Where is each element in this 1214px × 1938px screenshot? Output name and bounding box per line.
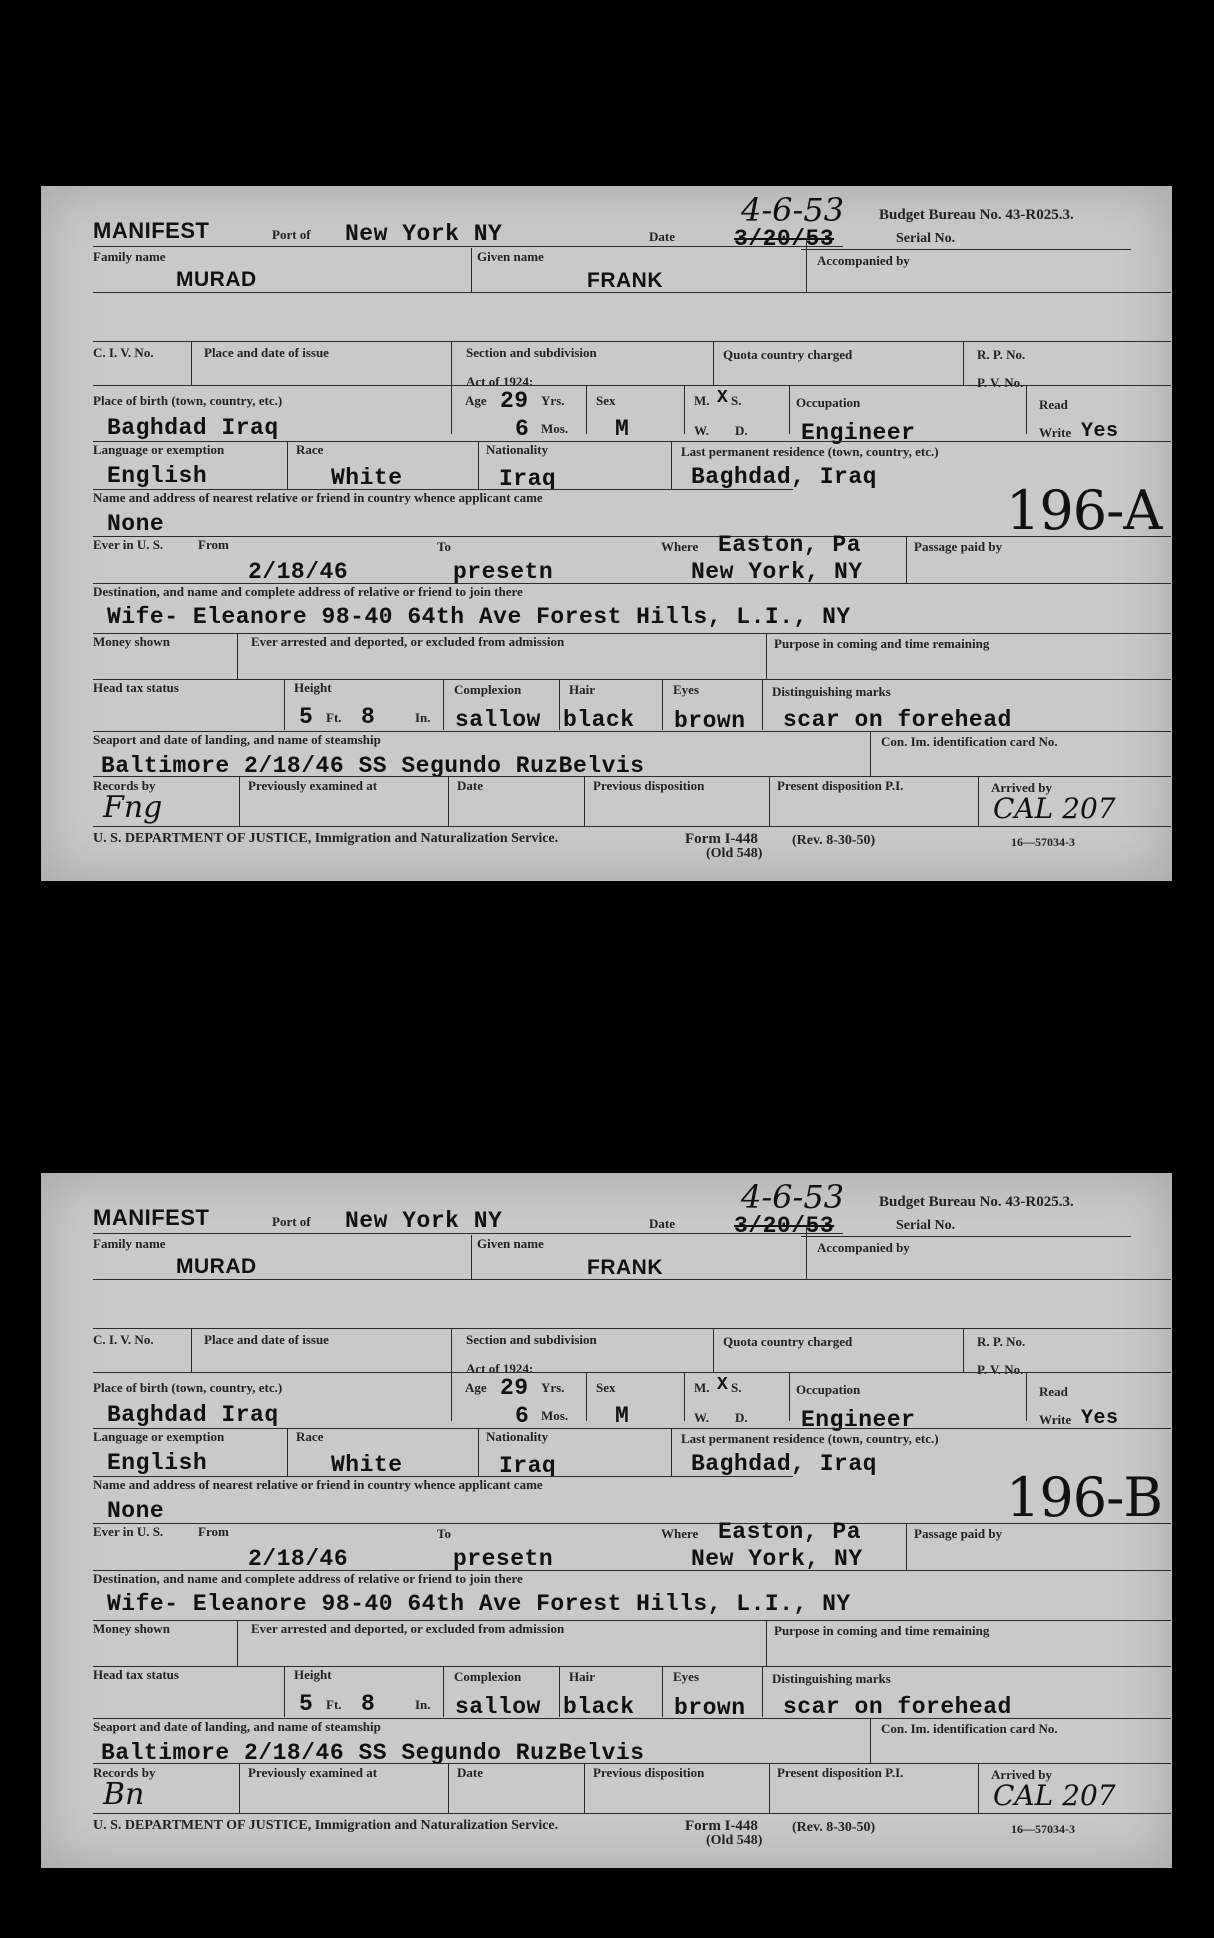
eyes-value: brown (674, 708, 746, 734)
birth-label: Place of birth (town, country, etc.) (93, 1380, 283, 1395)
marks-label: Distinguishing marks (772, 1671, 891, 1686)
form-rule-vertical (684, 1373, 685, 1421)
form-revision: (Rev. 8-30-50) (792, 1820, 876, 1835)
nationality-label: Nationality (486, 442, 549, 457)
hair-label: Hair (569, 1669, 595, 1684)
form-rule-vertical (662, 1667, 663, 1717)
headtax-label: Head tax status (93, 1667, 179, 1682)
budget-bureau-no: Budget Bureau No. 43-R025.3. (879, 207, 1074, 223)
form-number: Form I-448 (685, 1818, 758, 1834)
race-value: White (331, 1452, 403, 1478)
w-label: W. (694, 423, 710, 438)
where-label: Where (661, 539, 699, 554)
read-label: Read (1039, 397, 1068, 412)
marks-value: scar on forehead (783, 1694, 1012, 1720)
pv-no-label: P. V. No. (977, 375, 1024, 390)
form-rule-vertical (806, 238, 807, 292)
language-value: English (107, 463, 208, 489)
form-rule-vertical (769, 777, 770, 826)
hair-value: black (563, 1694, 635, 1720)
form-rule-vertical (870, 732, 871, 776)
form-rule-horizontal (93, 826, 1171, 827)
where-value-2: New York, NY (691, 1546, 863, 1572)
footer-department: U. S. DEPARTMENT OF JUSTICE, Immigration and Naturalization Service. (93, 1818, 559, 1833)
where-value-1: Easton, Pa (718, 1519, 862, 1545)
age-months: 6 (515, 1403, 530, 1429)
form-rule-vertical (684, 386, 685, 434)
rp-no-label: R. P. No. (977, 347, 1026, 362)
in-label: In. (415, 710, 431, 725)
form-rule-vertical (239, 1764, 240, 1813)
money-label: Money shown (93, 1621, 170, 1636)
occupation-value: Engineer (801, 1407, 916, 1433)
family-name-label: Family name (93, 1236, 166, 1251)
form-rule-horizontal (801, 1236, 1131, 1237)
prev-examined-label: Previously examined at (248, 778, 378, 793)
form-rule-horizontal (93, 292, 1171, 293)
birth-label: Place of birth (town, country, etc.) (93, 393, 283, 408)
form-rule-vertical (448, 1764, 449, 1813)
date-label: Date (649, 1216, 675, 1231)
last-residence-label: Last permanent residence (town, country, etc.) (681, 1431, 939, 1446)
serial-label: Serial No. (896, 231, 956, 246)
form-rule-vertical (559, 680, 560, 730)
form-rule-vertical (471, 248, 472, 292)
form-rule-vertical (586, 386, 587, 434)
language-label: Language or exemption (93, 442, 225, 457)
m-label: M. (694, 393, 710, 408)
date-typed: 3/20/53 (734, 226, 835, 252)
marks-label: Distinguishing marks (772, 684, 891, 699)
print-code: 16—57034-3 (1011, 835, 1075, 849)
form-rule-vertical (287, 1429, 288, 1477)
ft-label: Ft. (326, 710, 342, 725)
given-name-value: FRANK (587, 269, 663, 292)
to-value: presetn (453, 1546, 554, 1572)
passage-label: Passage paid by (914, 1526, 1003, 1541)
complexion-value: sallow (455, 707, 541, 733)
seaport-label: Seaport and date of landing, and name of steamship (93, 1719, 381, 1734)
accompanied-label: Accompanied by (817, 1240, 910, 1255)
height-label: Height (294, 680, 332, 695)
port-label: Port of (272, 1214, 311, 1229)
form-rule-vertical (906, 537, 907, 583)
form-rule-horizontal (93, 1233, 843, 1234)
birth-value: Baghdad Iraq (107, 415, 279, 441)
family-name-value: MURAD (176, 1255, 257, 1278)
form-rule-vertical (239, 777, 240, 826)
seaport-label: Seaport and date of landing, and name of steamship (93, 732, 381, 747)
section-label: Section and subdivision (466, 1332, 597, 1347)
hair-value: black (563, 707, 635, 733)
from-label: From (198, 537, 229, 552)
given-name-label: Given name (477, 249, 544, 264)
form-rule-vertical (963, 1329, 964, 1373)
form-rule-vertical (766, 1621, 767, 1666)
form-rule-horizontal (93, 1523, 1171, 1524)
relative-value: None (107, 511, 165, 537)
headtax-label: Head tax status (93, 680, 179, 695)
form-rule-vertical (191, 1329, 192, 1373)
read-write-value: Yes (1081, 1407, 1119, 1430)
where-value-1: Easton, Pa (718, 532, 862, 558)
in-label: In. (415, 1697, 431, 1712)
form-rule-vertical (478, 442, 479, 490)
eyes-value: brown (674, 1695, 746, 1721)
form-rule-vertical (789, 386, 790, 434)
form-number: Form I-448 (685, 831, 758, 847)
arrested-label: Ever arrested and deported, or excluded from admission (251, 1621, 565, 1636)
read-write-value: Yes (1081, 420, 1119, 443)
form-rule-vertical (448, 777, 449, 826)
form-rule-vertical (451, 386, 452, 434)
write-label: Write (1039, 425, 1072, 440)
height-ft: 5 (299, 1691, 314, 1717)
port-label: Port of (272, 227, 311, 242)
place-issue-label: Place and date of issue (204, 1332, 329, 1347)
rp-no-label: R. P. No. (977, 1334, 1026, 1349)
form-rule-vertical (963, 342, 964, 386)
yrs-label: Yrs. (541, 393, 565, 408)
race-label: Race (296, 442, 324, 457)
age-years: 29 (500, 388, 529, 414)
act-1924-label: Act of 1924: (466, 1361, 534, 1376)
form-rule-horizontal (93, 341, 1171, 342)
sex-label: Sex (596, 393, 616, 408)
date-2-label: Date (457, 778, 483, 793)
print-code: 16—57034-3 (1011, 1822, 1075, 1836)
form-rule-vertical (584, 777, 585, 826)
form-rule-vertical (713, 1329, 714, 1373)
form-rule-horizontal (93, 1813, 1171, 1814)
manifest-title: MANIFEST (93, 218, 210, 243)
sex-label: Sex (596, 1380, 616, 1395)
form-rule-vertical (762, 680, 763, 730)
prev-examined-label: Previously examined at (248, 1765, 378, 1780)
m-label: M. (694, 1380, 710, 1395)
destination-value: Wife- Eleanore 98-40 64th Ave Forest Hills, L.I., NY (107, 1591, 851, 1617)
s-label: S. (731, 1380, 742, 1395)
form-rule-vertical (443, 1667, 444, 1717)
from-label: From (198, 1524, 229, 1539)
where-value-2: New York, NY (691, 559, 863, 585)
form-rule-vertical (284, 680, 285, 730)
form-rule-horizontal (93, 679, 1171, 680)
family-name-label: Family name (93, 249, 166, 264)
mos-label: Mos. (541, 421, 569, 436)
form-rule-horizontal (93, 1428, 1171, 1429)
form-rule-horizontal (93, 1279, 1171, 1280)
records-label: Records by (93, 778, 156, 793)
language-label: Language or exemption (93, 1429, 225, 1444)
purpose-label: Purpose in coming and time remaining (774, 1623, 990, 1638)
height-in: 8 (361, 1691, 376, 1717)
language-value: English (107, 1450, 208, 1476)
yrs-label: Yrs. (541, 1380, 565, 1395)
from-date: 2/18/46 (248, 559, 349, 585)
complexion-value: sallow (455, 1694, 541, 1720)
s-label: S. (731, 393, 742, 408)
file-number: 196-B (1006, 1466, 1162, 1529)
serial-label: Serial No. (896, 1218, 956, 1233)
form-rule-vertical (671, 1429, 672, 1477)
ft-label: Ft. (326, 1697, 342, 1712)
form-old: (Old 548) (706, 846, 763, 861)
form-rule-vertical (762, 1667, 763, 1717)
form-rule-horizontal (93, 776, 1171, 777)
hair-label: Hair (569, 682, 595, 697)
prev-disposition-label: Previous disposition (593, 1765, 705, 1780)
form-rule-horizontal (93, 1372, 1171, 1373)
date-handwritten: 4-6-53 (741, 1178, 845, 1216)
civ-no-label: C. I. V. No. (93, 1332, 154, 1347)
form-rule-horizontal (93, 1666, 1171, 1667)
arrived-value: CAL 207 (993, 1779, 1116, 1812)
given-name-value: FRANK (587, 1256, 663, 1279)
form-rule-vertical (443, 680, 444, 730)
occupation-label: Occupation (796, 1382, 861, 1397)
form-rule-vertical (870, 1719, 871, 1763)
form-revision: (Rev. 8-30-50) (792, 833, 876, 848)
quota-label: Quota country charged (723, 1334, 853, 1349)
form-rule-horizontal (93, 246, 843, 247)
sex-value: M (615, 1403, 630, 1429)
form-rule-vertical (284, 1667, 285, 1717)
race-label: Race (296, 1429, 324, 1444)
nationality-value: Iraq (499, 466, 557, 492)
complexion-label: Complexion (454, 682, 522, 697)
to-label: To (437, 539, 451, 554)
occupation-value: Engineer (801, 420, 916, 446)
port-value: New York NY (345, 221, 503, 247)
form-rule-vertical (584, 1764, 585, 1813)
arrested-label: Ever arrested and deported, or excluded from admission (251, 634, 565, 649)
place-issue-label: Place and date of issue (204, 345, 329, 360)
last-residence-label: Last permanent residence (town, country, etc.) (681, 444, 939, 459)
form-rule-vertical (451, 1373, 452, 1421)
form-rule-vertical (978, 1764, 979, 1813)
arrived-value: CAL 207 (993, 792, 1116, 825)
form-rule-vertical (662, 680, 663, 730)
form-rule-vertical (191, 342, 192, 386)
birth-value: Baghdad Iraq (107, 1402, 279, 1428)
manifest-title: MANIFEST (93, 1205, 210, 1230)
form-rule-horizontal (801, 249, 1131, 250)
form-rule-vertical (1026, 386, 1027, 434)
family-name-value: MURAD (176, 268, 257, 291)
passage-label: Passage paid by (914, 539, 1003, 554)
form-rule-vertical (671, 442, 672, 490)
destination-value: Wife- Eleanore 98-40 64th Ave Forest Hills, L.I., NY (107, 604, 851, 630)
from-date: 2/18/46 (248, 1546, 349, 1572)
form-rule-vertical (1026, 1373, 1027, 1421)
section-label: Section and subdivision (466, 345, 597, 360)
present-disposition-label: Present disposition P.I. (777, 1765, 904, 1780)
date-typed: 3/20/53 (734, 1213, 835, 1239)
height-in: 8 (361, 704, 376, 730)
arrived-label: Arrived by (991, 1767, 1053, 1782)
conim-label: Con. Im. identification card No. (881, 1721, 1058, 1736)
ever-us-label: Ever in U. S. (93, 537, 164, 552)
money-label: Money shown (93, 634, 170, 649)
pv-no-label: P. V. No. (977, 1362, 1024, 1377)
civ-no-label: C. I. V. No. (93, 345, 154, 360)
form-rule-vertical (906, 1524, 907, 1570)
form-rule-vertical (586, 1373, 587, 1421)
where-label: Where (661, 1526, 699, 1541)
form-old: (Old 548) (706, 1833, 763, 1848)
ever-us-label: Ever in U. S. (93, 1524, 164, 1539)
form-rule-vertical (478, 1429, 479, 1477)
complexion-label: Complexion (454, 1669, 522, 1684)
form-rule-horizontal (93, 441, 1171, 442)
form-rule-vertical (559, 1667, 560, 1717)
height-ft: 5 (299, 704, 314, 730)
to-value: presetn (453, 559, 554, 585)
records-signature: Bn (103, 1777, 145, 1812)
height-label: Height (294, 1667, 332, 1682)
race-value: White (331, 465, 403, 491)
marital-mark: X (717, 1375, 729, 1395)
destination-label: Destination, and name and complete address of relative or friend to join there (93, 1571, 523, 1586)
relative-value: None (107, 1498, 165, 1524)
form-rule-vertical (978, 777, 979, 826)
manifest-card-196a (41, 186, 1172, 881)
given-name-label: Given name (477, 1236, 544, 1251)
d-label: D. (735, 423, 748, 438)
form-rule-vertical (451, 342, 452, 386)
budget-bureau-no: Budget Bureau No. 43-R025.3. (879, 1194, 1074, 1210)
last-residence-value: Baghdad, Iraq (691, 464, 877, 490)
age-label: Age (465, 393, 487, 408)
form-rule-horizontal (93, 1328, 1171, 1329)
date-label: Date (649, 229, 675, 244)
eyes-label: Eyes (673, 1669, 699, 1684)
date-handwritten: 4-6-53 (741, 191, 845, 229)
seaport-value: Baltimore 2/18/46 SS Segundo RuzBelvis (101, 1740, 645, 1766)
accompanied-label: Accompanied by (817, 253, 910, 268)
form-rule-vertical (471, 1235, 472, 1279)
seaport-value: Baltimore 2/18/46 SS Segundo RuzBelvis (101, 753, 645, 779)
form-rule-vertical (287, 442, 288, 490)
prev-disposition-label: Previous disposition (593, 778, 705, 793)
relative-label: Name and address of nearest relative or friend in country whence applicant came (93, 1477, 543, 1492)
act-1924-label: Act of 1924: (466, 374, 534, 389)
destination-label: Destination, and name and complete address of relative or friend to join there (93, 584, 523, 599)
form-rule-horizontal (93, 536, 1171, 537)
marital-mark: X (717, 388, 729, 408)
form-rule-horizontal (93, 385, 1171, 386)
d-label: D. (735, 1410, 748, 1425)
sex-value: M (615, 416, 630, 442)
present-disposition-label: Present disposition P.I. (777, 778, 904, 793)
to-label: To (437, 1526, 451, 1541)
footer-department: U. S. DEPARTMENT OF JUSTICE, Immigration and Naturalization Service. (93, 831, 559, 846)
form-rule-vertical (237, 634, 238, 679)
form-rule-vertical (766, 634, 767, 679)
w-label: W. (694, 1410, 710, 1425)
records-label: Records by (93, 1765, 156, 1780)
records-signature: Fng (103, 790, 163, 825)
age-months: 6 (515, 416, 530, 442)
file-number: 196-A (1006, 479, 1162, 542)
marks-value: scar on forehead (783, 707, 1012, 733)
occupation-label: Occupation (796, 395, 861, 410)
write-label: Write (1039, 1412, 1072, 1427)
eyes-label: Eyes (673, 682, 699, 697)
form-rule-horizontal (93, 1763, 1171, 1764)
form-rule-vertical (451, 1329, 452, 1373)
relative-label: Name and address of nearest relative or friend in country whence applicant came (93, 490, 543, 505)
age-label: Age (465, 1380, 487, 1395)
quota-label: Quota country charged (723, 347, 853, 362)
date-2-label: Date (457, 1765, 483, 1780)
form-rule-vertical (713, 342, 714, 386)
form-rule-vertical (789, 1373, 790, 1421)
purpose-label: Purpose in coming and time remaining (774, 636, 990, 651)
arrived-label: Arrived by (991, 780, 1053, 795)
last-residence-value: Baghdad, Iraq (691, 1451, 877, 1477)
form-rule-vertical (769, 1764, 770, 1813)
nationality-label: Nationality (486, 1429, 549, 1444)
form-rule-vertical (237, 1621, 238, 1666)
mos-label: Mos. (541, 1408, 569, 1423)
manifest-card-196b (41, 1173, 1172, 1868)
age-years: 29 (500, 1375, 529, 1401)
nationality-value: Iraq (499, 1453, 557, 1479)
read-label: Read (1039, 1384, 1068, 1399)
conim-label: Con. Im. identification card No. (881, 734, 1058, 749)
form-rule-vertical (806, 1225, 807, 1279)
port-value: New York NY (345, 1208, 503, 1234)
